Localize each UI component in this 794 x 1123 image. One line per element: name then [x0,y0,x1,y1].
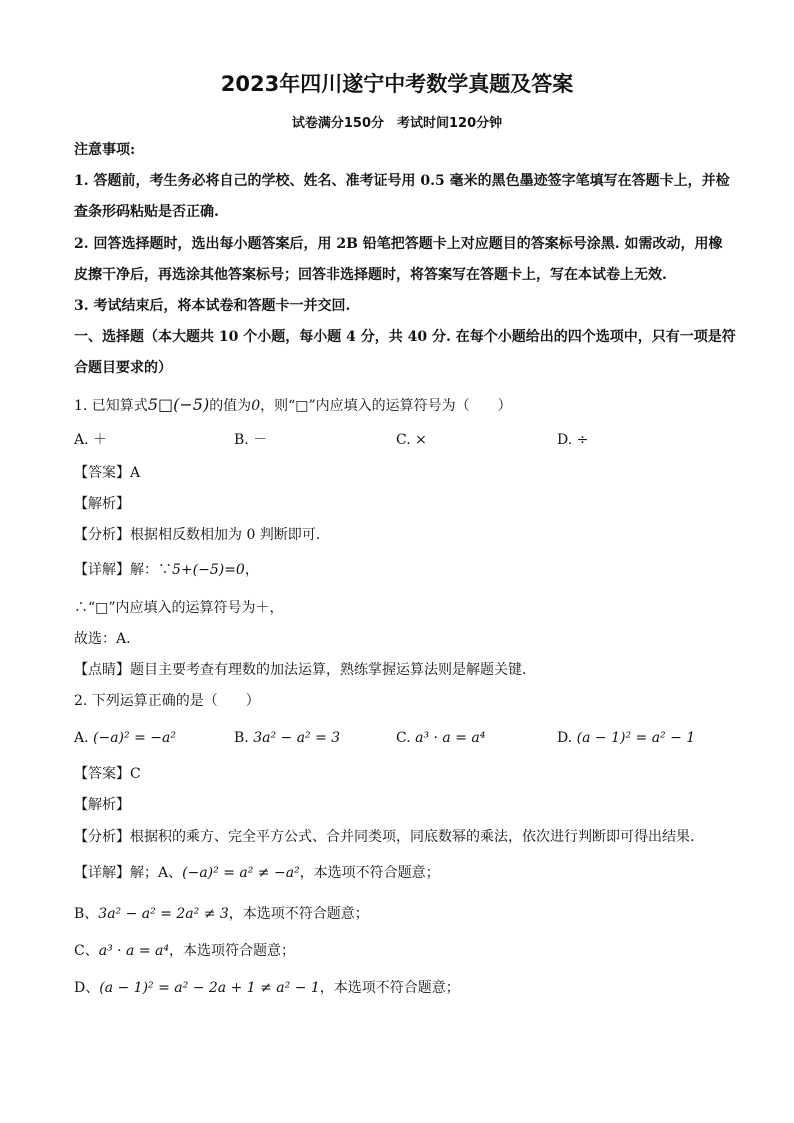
q1-mid: 的值为 [209,398,252,414]
q2-option-d-analysis [74,979,460,997]
q1-zero: 0 [251,398,261,414]
q2-b-expression: 3a² − a² = 2a² ≠ 3 [98,906,229,922]
q2-option-d-label: D. [557,730,573,746]
q2-option-c-label: C. [396,730,411,746]
q1-dianjing: 【点睛】题目主要考查有理数的加法运算，熟练掌握运算法则是解题关键. [74,662,527,678]
q2-xiangjie-tail: ，本选项不符合题意； [299,865,440,881]
q2-option-b-label: B. [234,730,249,746]
q1-choose: 故选：A. [74,631,131,647]
q1-analysis-label: 【解析】 [74,496,130,512]
q1-suffix: ，则“□”内应填入的运算符号为（ ） [260,398,512,414]
notice-item-2b: 皮擦干净后，再选涂其他答案标号；回答非选择题时，将答案写在答题卡上，写在本试卷上无效. [74,267,667,283]
page-title: 2023年四川遂宁中考数学真题及答案 [220,72,574,96]
q2-fenxi: 【分析】根据积的乘方、完全平方公式、合并同类项，同底数幂的乘法，依次进行判断即可得出结果. [74,829,695,845]
q2-xiangjie-expression: (−a)² = a² ≠ −a² [182,865,300,881]
q2-option-d-expression: (a − 1)² = a² − 1 [576,730,696,746]
q2-c-expression: a³ · a = a⁴ [98,943,169,959]
section-heading-b: 合题目要求的） [74,360,172,376]
q2-option-b-expression: 3a² − a² = 3 [253,730,341,746]
notice-item-1a: 1. 答题前，考生务必将自己的学校、姓名、准考证号用 0.5 毫米的黑色墨迹签字笔填写在答题卡上，并检 [74,173,730,189]
q2-option-a [74,729,176,747]
q2-d-tail: ，本选项不符合题意； [319,980,460,996]
q1-xiangjie-label: 【详解】解：∵ [74,562,172,578]
notice-item-1b: 查条形码粘贴是否正确. [74,204,219,220]
exam-info: 试卷满分150分 考试时间120分钟 [291,116,503,131]
q2-d-expression: (a − 1)² = a² − 2a + 1 ≠ a² − 1 [99,980,320,996]
q2-option-d [557,729,695,747]
q2-c-label: C、 [74,943,99,959]
question-2-stem: 2. 下列运算正确的是（ ） [74,693,260,709]
q2-option-c [396,729,485,747]
q2-xiangjie [74,864,440,882]
question-1-stem [74,396,512,415]
q2-b-tail: ，本选项不符合题意； [228,906,369,922]
q2-c-tail: ，本选项符合题意； [168,943,295,959]
q2-d-label: D、 [74,980,100,996]
q2-option-c-expression: a³ · a = a⁴ [415,730,486,746]
q1-prefix: 1. 已知算式 [74,398,148,414]
q2-xiangjie-label: 【详解】解；A、 [74,865,183,881]
q1-option-b: B. － [234,432,268,448]
q1-xiangjie [74,561,259,579]
q1-option-d: D. ÷ [557,432,589,448]
q2-analysis-label: 【解析】 [74,797,130,813]
q2-option-a-label: A. [74,730,89,746]
q1-xiangjie-expression: 5+(−5)=0 [172,562,245,578]
notice-heading: 注意事项: [74,142,136,158]
q1-answer: 【答案】A [74,465,141,481]
notice-item-3: 3. 考试结束后，将本试卷和答题卡一并交回. [74,298,351,314]
q1-therefore: ∴“□”内应填入的运算符号为＋， [74,600,284,616]
q1-fenxi: 【分析】根据相反数相加为 0 判断即可. [74,527,321,543]
q1-option-c: C. × [396,432,427,448]
q2-option-a-expression: (−a)² = −a² [93,730,176,746]
q2-option-b-analysis [74,905,369,923]
q2-option-c-analysis [74,942,295,960]
notice-item-2a: 2. 回答选择题时，选出每小题答案后，用 2B 铅笔把答题卡上对应题目的答案标号涂黑. 如需改动，用橡 [74,236,723,252]
q2-answer: 【答案】C [74,766,141,782]
q1-xiangjie-tail: ， [244,562,259,578]
q1-option-a: A. ＋ [74,432,108,448]
q2-option-b [234,729,340,747]
q1-expression: 5□(−5) [147,395,210,414]
section-heading-a: 一、选择题（本大题共 10 个小题，每小题 4 分，共 40 分. 在每个小题给出的四个选项中，只有一项是符 [74,329,736,345]
q2-b-label: B、 [74,906,99,922]
